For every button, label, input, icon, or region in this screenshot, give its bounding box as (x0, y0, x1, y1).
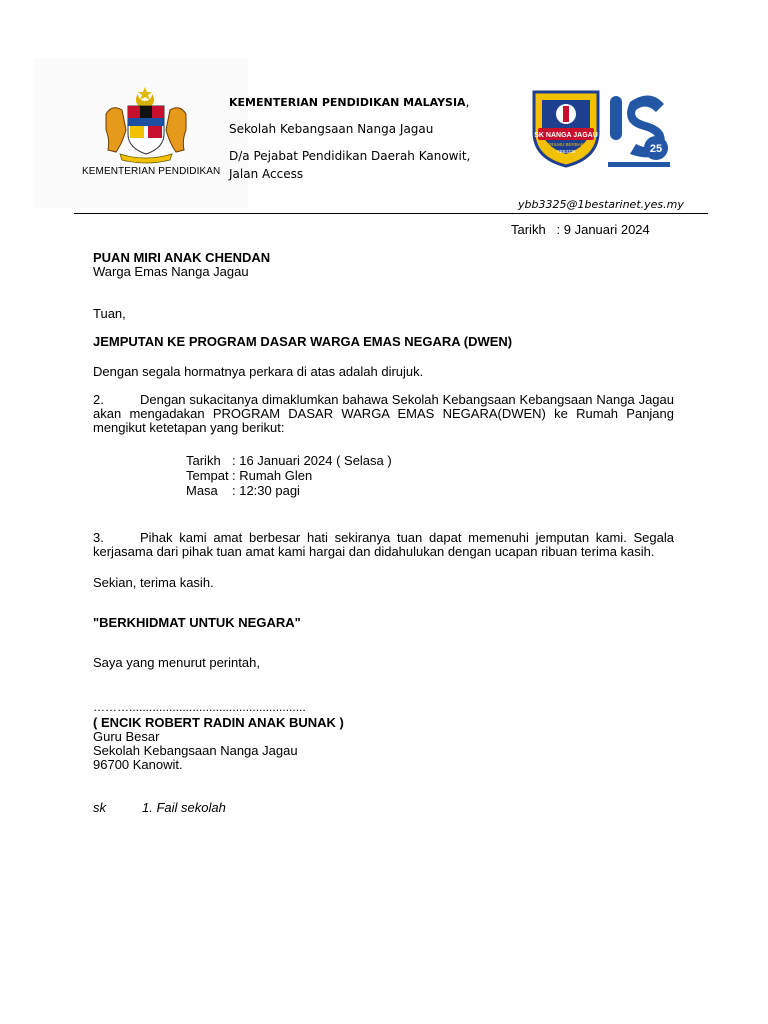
date-value: : 9 Januari 2024 (556, 222, 650, 237)
recipient-name: PUAN MIRI ANAK CHENDAN (93, 250, 271, 265)
crest-caption: KEMENTERIAN PENDIDIKAN (82, 166, 221, 177)
detail-date-value: : 16 Januari 2024 ( Selasa ) (232, 453, 392, 468)
signature-line: ………..................................................... (93, 700, 306, 714)
detail-time-label: Masa (186, 483, 218, 498)
school-crest-code-text: YBB3325 (556, 149, 576, 154)
detail-date-row (186, 453, 392, 468)
school-email: ybb3325@1bestarinet.yes.my (518, 198, 684, 211)
detail-place-label: Tempat (186, 468, 229, 483)
detail-time-row (186, 483, 300, 498)
school-crest-motto-text: BERILMU BERBAKTI (544, 142, 588, 147)
header-divider (74, 213, 708, 214)
ministry-crest-area (34, 58, 248, 208)
subject-line: JEMPUTAN KE PROGRAM DASAR WARGA EMAS NEGARA (DWEN) (93, 334, 513, 349)
address-line-1: D/a Pejabat Pendidikan Daerah Kanowit, (229, 149, 471, 163)
ministry-suffix: , (465, 95, 470, 109)
address-line-2: Jalan Access (229, 167, 304, 181)
motto: "BERKHIDMAT UNTUK NEGARA" (93, 615, 301, 630)
school-name: Sekolah Kebangsaan Nanga Jagau (229, 122, 434, 136)
coat-of-arms-icon (98, 84, 194, 164)
sign-off: Saya yang menurut perintah, (93, 655, 260, 670)
paragraph-3-number: 3. (93, 530, 104, 545)
detail-date-label: Tarikh (186, 453, 221, 468)
detail-place-value: : Rumah Glen (232, 468, 313, 483)
closing-line: Sekian, terima kasih. (93, 575, 214, 590)
cc-label: sk (93, 800, 106, 815)
paragraph-2 (93, 393, 674, 435)
letter-date (511, 222, 650, 237)
detail-time-value: : 12:30 pagi (232, 483, 300, 498)
school-crest-icon (530, 88, 602, 168)
paragraph-2-text: Dengan sukacitanya dimaklumkan bahawa Sekolah Kebangsaan Kebangsaan Nanga Jagau akan mengadakan PROGRAM DASAR WARGA EMAS NEGARA(DWEN) ke Rumah Panjang mengikut ketetapan yang berikut: (93, 392, 674, 435)
salutation: Tuan, (93, 306, 126, 321)
paragraph-3 (93, 531, 674, 559)
recipient-org: Warga Emas Nanga Jagau (93, 264, 249, 279)
signer-title: Guru Besar (93, 729, 160, 744)
date-label: Tarikh (511, 222, 546, 237)
school-crest-banner-text: SK NANGA JAGAU (534, 132, 598, 139)
signer-postcode: 96700 Kanowit. (93, 757, 183, 772)
anniversary-number: 25 (649, 143, 663, 155)
signer-name: ( ENCIK ROBERT RADIN ANAK BUNAK ) (93, 715, 344, 730)
paragraph-3-text: Pihak kami amat berbesar hati sekiranya tuan dapat memenuhi jemputan kami. Segala kerjasama dari pihak tuan amat kami hargai dan didahulukan dengan ucapan ribuan terima kasih. (93, 530, 674, 559)
ministry-name: KEMENTERIAN PENDIDIKAN MALAYSIA (229, 96, 466, 109)
opening-line: Dengan segala hormatnya perkara di atas adalah dirujuk. (93, 364, 424, 379)
anniversary-25-logo-icon (606, 90, 672, 170)
paragraph-2-number: 2. (93, 392, 104, 407)
ministry-name-line (229, 95, 469, 109)
detail-place-row (186, 468, 312, 483)
signer-school: Sekolah Kebangsaan Nanga Jagau (93, 743, 298, 758)
cc-item: 1. Fail sekolah (142, 800, 226, 815)
